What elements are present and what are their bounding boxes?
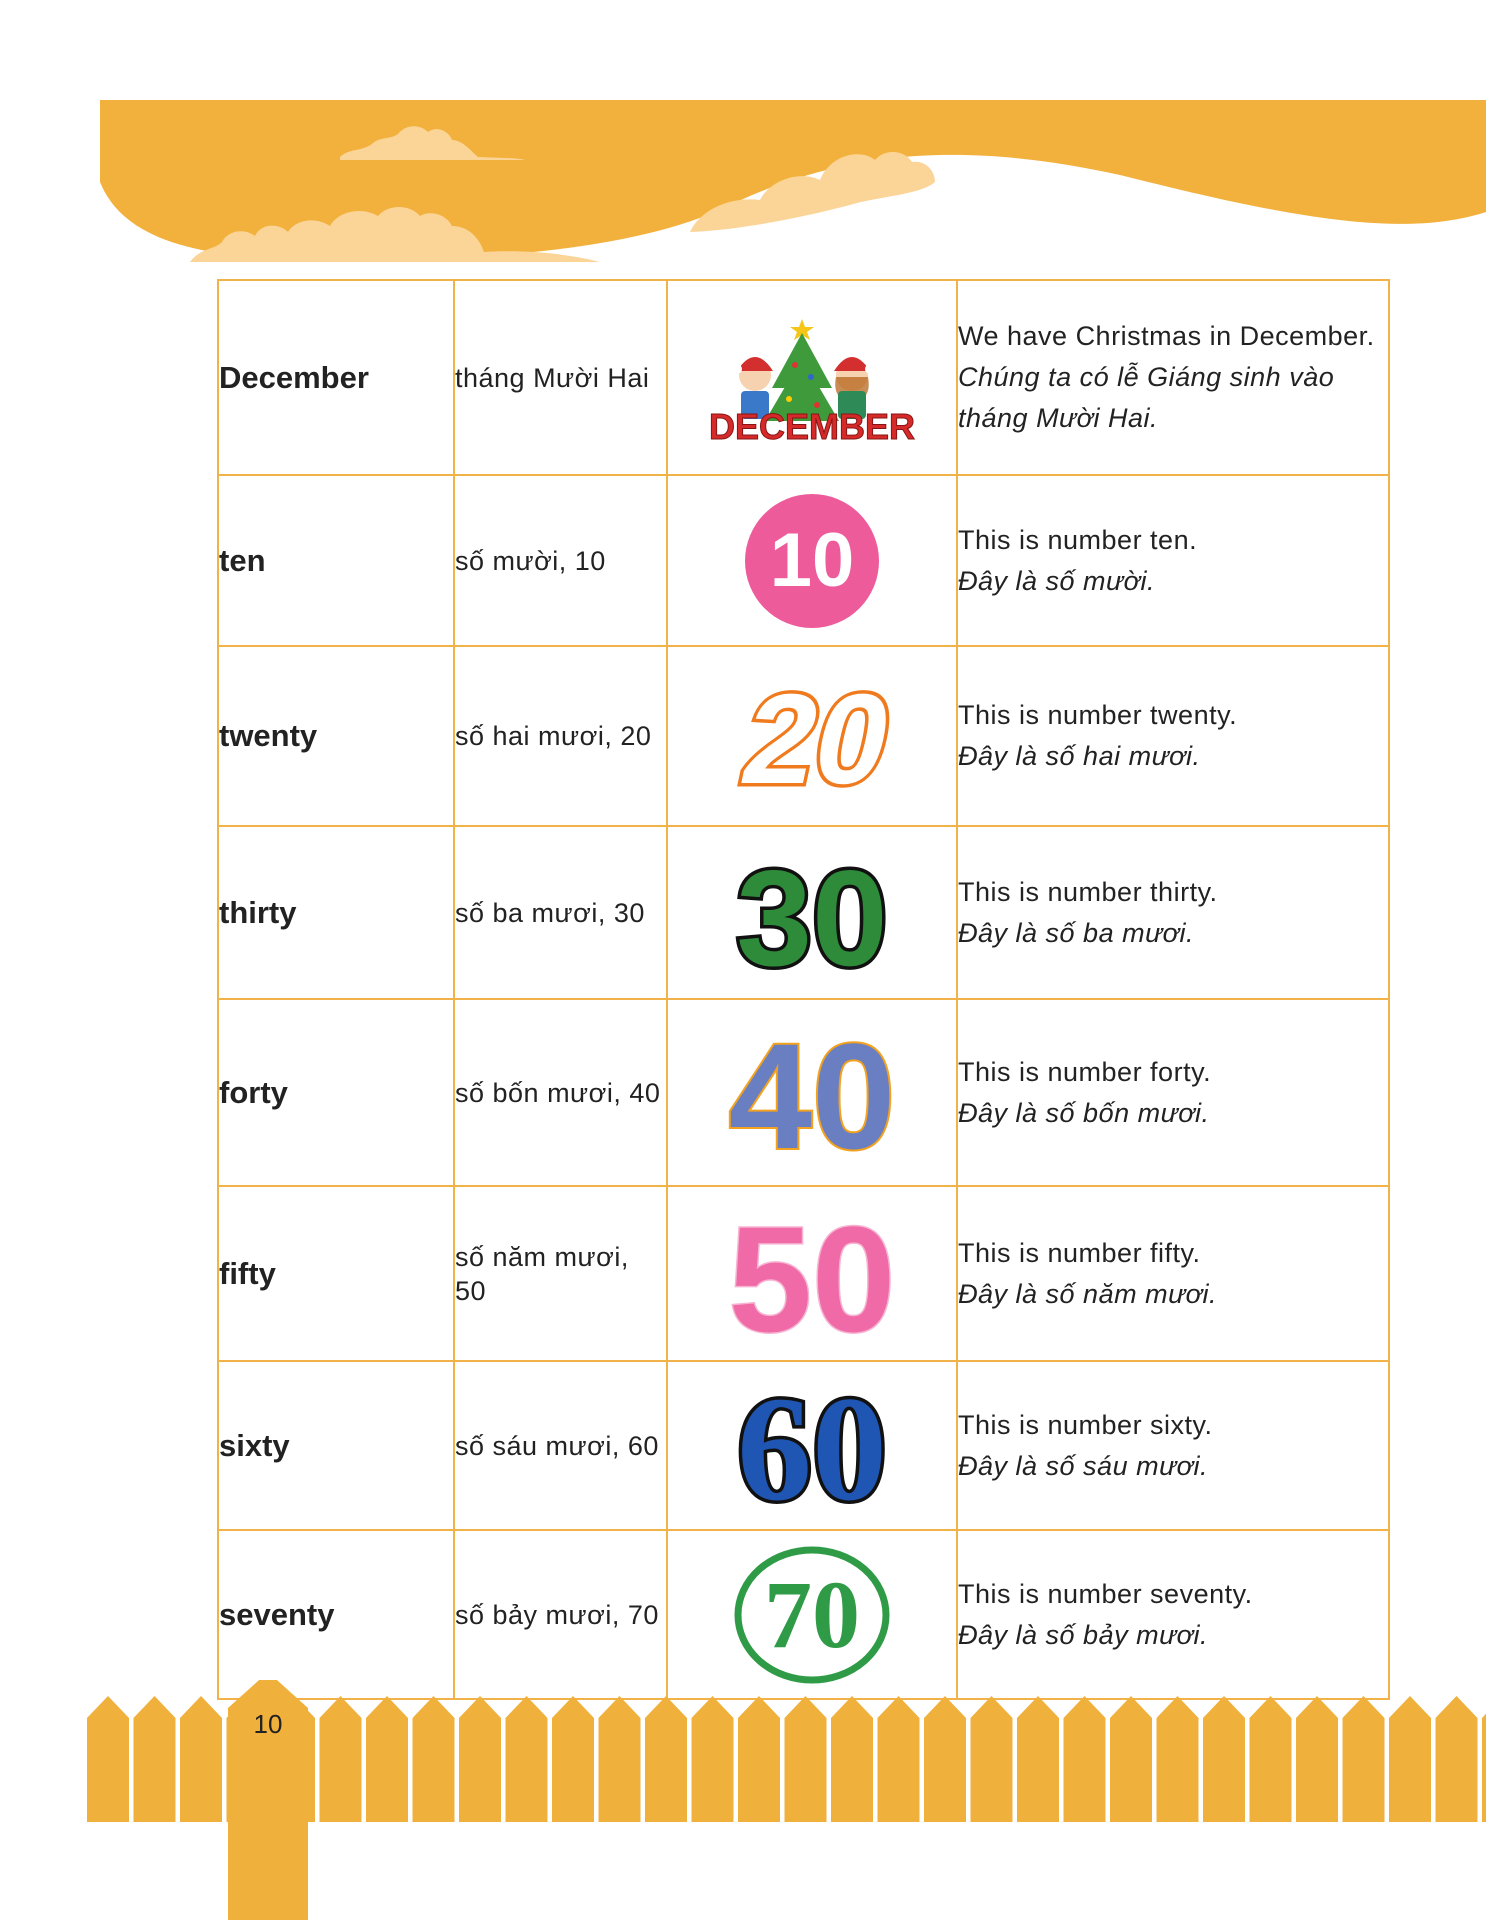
picture-cell xyxy=(667,999,957,1186)
table-row xyxy=(218,999,1389,1186)
picture-label: 30 xyxy=(736,842,888,983)
meaning-cell: số bốn mươi, 40 xyxy=(454,999,667,1186)
table-row xyxy=(218,280,1389,475)
number-70-picture xyxy=(732,1545,892,1685)
fence-picket xyxy=(87,1696,129,1822)
meaning-cell: số bảy mươi, 70 xyxy=(454,1530,667,1699)
fence-picket xyxy=(924,1696,966,1822)
fence-picket xyxy=(1436,1696,1478,1822)
sentence-vietnamese: Đây là số ba mươi. xyxy=(958,917,1195,948)
sentence-english: This is number forty. xyxy=(958,1056,1212,1087)
sentence-english: We have Christmas in December. xyxy=(958,321,1375,351)
sentence-english: This is number seventy. xyxy=(958,1578,1253,1609)
word-cell: December xyxy=(218,280,454,475)
table-row xyxy=(218,1530,1389,1699)
table-row xyxy=(218,646,1389,826)
example-sentence-cell xyxy=(957,999,1389,1186)
word-cell: thirty xyxy=(218,826,454,999)
example-sentence-cell xyxy=(957,475,1389,646)
fence-picket xyxy=(785,1696,827,1822)
sentence-vietnamese: Đây là số bảy mươi. xyxy=(958,1619,1209,1650)
fence-picket xyxy=(1110,1696,1152,1822)
fence-picket xyxy=(180,1696,222,1822)
fence-picket xyxy=(320,1696,362,1822)
fence-picket xyxy=(1343,1696,1385,1822)
picture-cell xyxy=(667,280,957,475)
word-cell: sixty xyxy=(218,1361,454,1530)
meaning-cell: số mười, 10 xyxy=(454,475,667,646)
meaning-cell: số hai mươi, 20 xyxy=(454,646,667,826)
fence-picket xyxy=(831,1696,873,1822)
number-40-picture xyxy=(717,1018,907,1168)
picture-cell xyxy=(667,1530,957,1699)
picture-label: 40 xyxy=(728,1017,896,1168)
word-cell: fifty xyxy=(218,1186,454,1361)
fence-picket xyxy=(552,1696,594,1822)
page-number: 10 xyxy=(253,1709,283,1739)
picture-label: 20 xyxy=(730,668,904,811)
picket-fence xyxy=(0,1680,1486,1920)
number-30-picture xyxy=(712,843,912,983)
word-cell: ten xyxy=(218,475,454,646)
picture-label: 50 xyxy=(728,1198,896,1349)
fence-picket xyxy=(1389,1696,1431,1822)
fence-picket xyxy=(1064,1696,1106,1822)
fence-picket xyxy=(1482,1696,1486,1822)
picture-label: 60 xyxy=(737,1373,887,1518)
picture-cell xyxy=(667,475,957,646)
fence-picket xyxy=(459,1696,501,1822)
meaning-cell: tháng Mười Hai xyxy=(454,280,667,475)
picture-label: 70 xyxy=(764,1560,860,1668)
fence-picket xyxy=(692,1696,734,1822)
fence-picket xyxy=(878,1696,920,1822)
meaning-cell: số năm mươi, 50 xyxy=(454,1186,667,1361)
fence-picket xyxy=(738,1696,780,1822)
number-20-picture xyxy=(717,661,907,811)
sentence-vietnamese: Đây là số năm mươi. xyxy=(958,1278,1217,1309)
example-sentence-cell xyxy=(957,826,1389,999)
example-sentence-cell xyxy=(957,280,1389,475)
fence-picket xyxy=(506,1696,548,1822)
sentence-english: This is number thirty. xyxy=(958,876,1218,907)
table-row xyxy=(218,1361,1389,1530)
sentence-english: This is number sixty. xyxy=(958,1409,1213,1440)
fence-picket xyxy=(645,1696,687,1822)
sentence-vietnamese: Đây là số mười. xyxy=(958,565,1155,596)
number-50-picture xyxy=(722,1199,902,1349)
sentence-vietnamese: Đây là số sáu mươi. xyxy=(958,1450,1209,1481)
sentence-vietnamese: Đây là số hai mươi. xyxy=(958,741,1201,771)
december-christmas-picture xyxy=(697,303,927,453)
sentence-english: This is number fifty. xyxy=(958,1237,1201,1268)
picture-label: DECEMBER xyxy=(708,405,916,447)
fence-picket xyxy=(413,1696,455,1822)
sentence-vietnamese: Chúng ta có lễ Giáng sinh vào tháng Mười Hai. xyxy=(958,362,1335,433)
vocabulary-table xyxy=(217,279,1390,1700)
word-cell: seventy xyxy=(218,1530,454,1699)
example-sentence-cell xyxy=(957,1186,1389,1361)
word-cell: forty xyxy=(218,999,454,1186)
picture-cell xyxy=(667,826,957,999)
sentence-vietnamese: Đây là số bốn mươi. xyxy=(958,1097,1210,1128)
picture-cell xyxy=(667,1186,957,1361)
fence-picket xyxy=(1250,1696,1292,1822)
table-row xyxy=(218,475,1389,646)
fence-picket xyxy=(1017,1696,1059,1822)
sentence-english: This is number ten. xyxy=(958,524,1198,555)
word-cell: twenty xyxy=(218,646,454,826)
fence-picket xyxy=(1157,1696,1199,1822)
fence-picket xyxy=(971,1696,1013,1822)
example-sentence-cell xyxy=(957,1361,1389,1530)
meaning-cell: số ba mươi, 30 xyxy=(454,826,667,999)
picture-cell xyxy=(667,1361,957,1530)
picture-label: 10 xyxy=(769,517,855,603)
example-sentence-cell xyxy=(957,1530,1389,1699)
meaning-cell: số sáu mươi, 60 xyxy=(454,1361,667,1530)
fence-picket xyxy=(599,1696,641,1822)
sentence-english: This is number twenty. xyxy=(958,700,1238,730)
fence-picket xyxy=(1296,1696,1338,1822)
table-row xyxy=(218,1186,1389,1361)
fence-picket xyxy=(134,1696,176,1822)
example-sentence-cell xyxy=(957,646,1389,826)
number-10-picture xyxy=(742,491,882,631)
fence-picket xyxy=(366,1696,408,1822)
picture-cell xyxy=(667,646,957,826)
number-60-picture xyxy=(712,1373,912,1518)
header-banner xyxy=(0,0,1486,270)
table-row xyxy=(218,826,1389,999)
fence-picket xyxy=(1203,1696,1245,1822)
